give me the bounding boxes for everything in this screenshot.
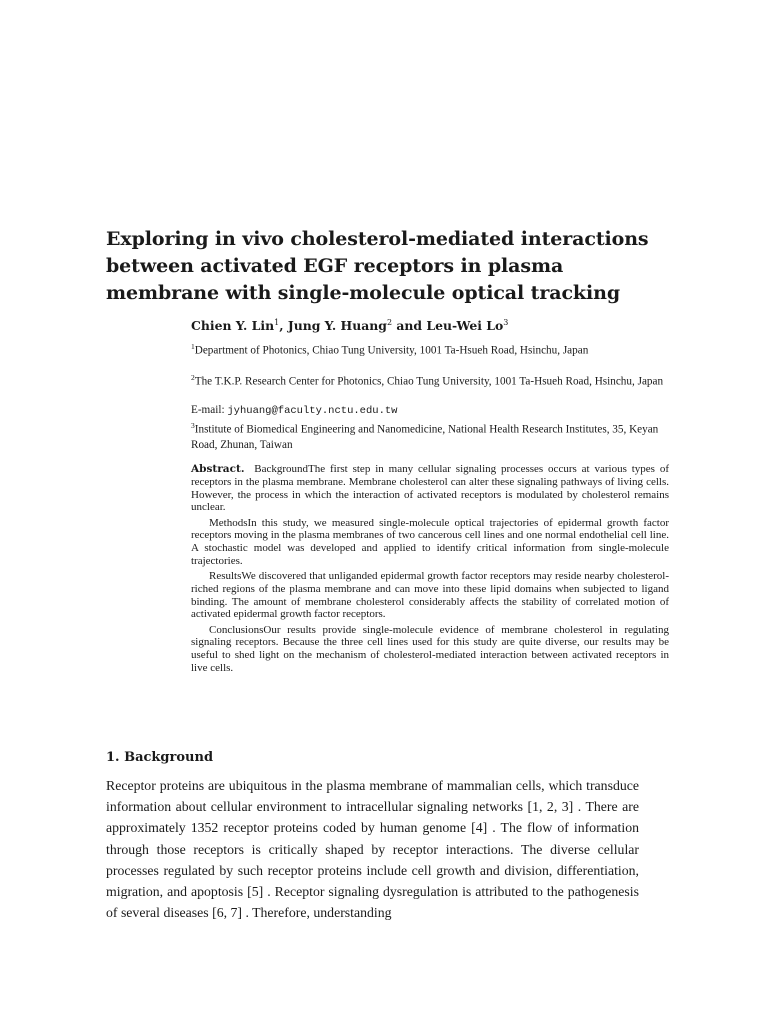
author-list <box>191 318 508 333</box>
section-body <box>106 775 639 923</box>
affil-mark: 1 <box>191 342 195 351</box>
author-affil-mark: 2 <box>386 318 393 327</box>
affil-mark: 2 <box>191 373 195 382</box>
paper-title <box>106 226 666 307</box>
author-name: Jung Y. Huang <box>287 318 387 334</box>
email-address[interactable]: jyhuang@faculty.nctu.edu.tw <box>227 405 398 417</box>
abstract-background: BackgroundThe first step in many cellular signaling processes occurs at various types of receptors in the plasma membrane. Membrane cholesterol can alter these signaling pathways of living cells. However, the process in which the interaction of activated receptors is modulated by cholesterol remains unclear. <box>191 463 669 514</box>
abstract-paragraph <box>191 517 669 568</box>
author-name: Leu-Wei Lo <box>426 318 504 334</box>
affiliation-1 <box>191 339 671 359</box>
body-paragraph: Receptor proteins are ubiquitous in the plasma membrane of mammalian cells, which transduce information about cellular environment to intracellular signaling networks [1, 2, 3] . There are approximately 1352 receptor proteins coded by human genome [4] . The flow of information through those receptors is critically shaped by receptor interactions. The diverse cellular processes regulated by such receptor proteins include cell growth and division, differentiation, migration, and apoptosis [5] . Receptor signaling dysregulation is attributed to the pathogenesis of several diseases [6, 7] . Therefore, understanding <box>106 778 639 921</box>
author-separator: and <box>392 318 427 334</box>
abstract-results: ResultsWe discovered that unliganded epidermal growth factor receptors may reside nearby cholesterol-riched regions of the plasma membrane and can move into these lipid domains when subjected to ligand binding. The amount of membrane cholesterol considerably affects the stability of correlated motion of activated epidermal growth factor receptors. <box>191 570 669 621</box>
abstract-paragraph <box>191 624 669 675</box>
affiliation-3 <box>191 418 671 454</box>
abstract-conclusions: ConclusionsOur results provide single-molecule evidence of membrane cholesterol in regulating signaling receptors. Because the three cell lines used for this study are quite diverse, our results may be useful to shed light on the mechanism of cholesterol-mediated interaction between activated receptors in live cells. <box>191 623 669 674</box>
author-name: Chien Y. Lin <box>191 318 275 334</box>
author-separator: , <box>279 318 288 334</box>
author-affil-mark: 1 <box>274 318 280 327</box>
section-heading: 1. Background <box>106 750 214 765</box>
abstract <box>191 463 669 677</box>
abstract-methods: MethodsIn this study, we measured single-molecule optical trajectories of epidermal growth factor receptors moving in the plasma membranes of two cancerous cell lines and one normal endothelial cell line. A stochastic model was developed and applied to identify critical information from single-molecule trajectories. <box>191 516 669 567</box>
email-label: E-mail: <box>191 404 228 416</box>
affil-text: Department of Photonics, Chiao Tung University, 1001 Ta-Hsueh Road, Hsinchu, Japan <box>194 344 589 357</box>
title-line: membrane with single-molecule optical tracking <box>106 282 621 304</box>
abstract-paragraph <box>191 463 669 514</box>
author-affil-mark: 3 <box>503 318 509 327</box>
abstract-paragraph <box>191 570 669 621</box>
affil-text: The T.K.P. Research Center for Photonics, Chiao Tung University, 1001 Ta-Hsueh Road, Hsinchu, Japan <box>194 375 664 388</box>
affil-mark: 3 <box>191 421 195 430</box>
affil-text: Institute of Biomedical Engineering and Nanomedicine, National Health Research Institutes, 35, Keyan Road, Zhunan, Taiwan <box>191 423 659 452</box>
title-line: between activated EGF receptors in plasma <box>106 255 564 277</box>
title-line: Exploring in vivo cholesterol-mediated interactions <box>106 228 649 250</box>
affiliation-2 <box>191 370 671 390</box>
abstract-label: Abstract. <box>191 463 245 475</box>
